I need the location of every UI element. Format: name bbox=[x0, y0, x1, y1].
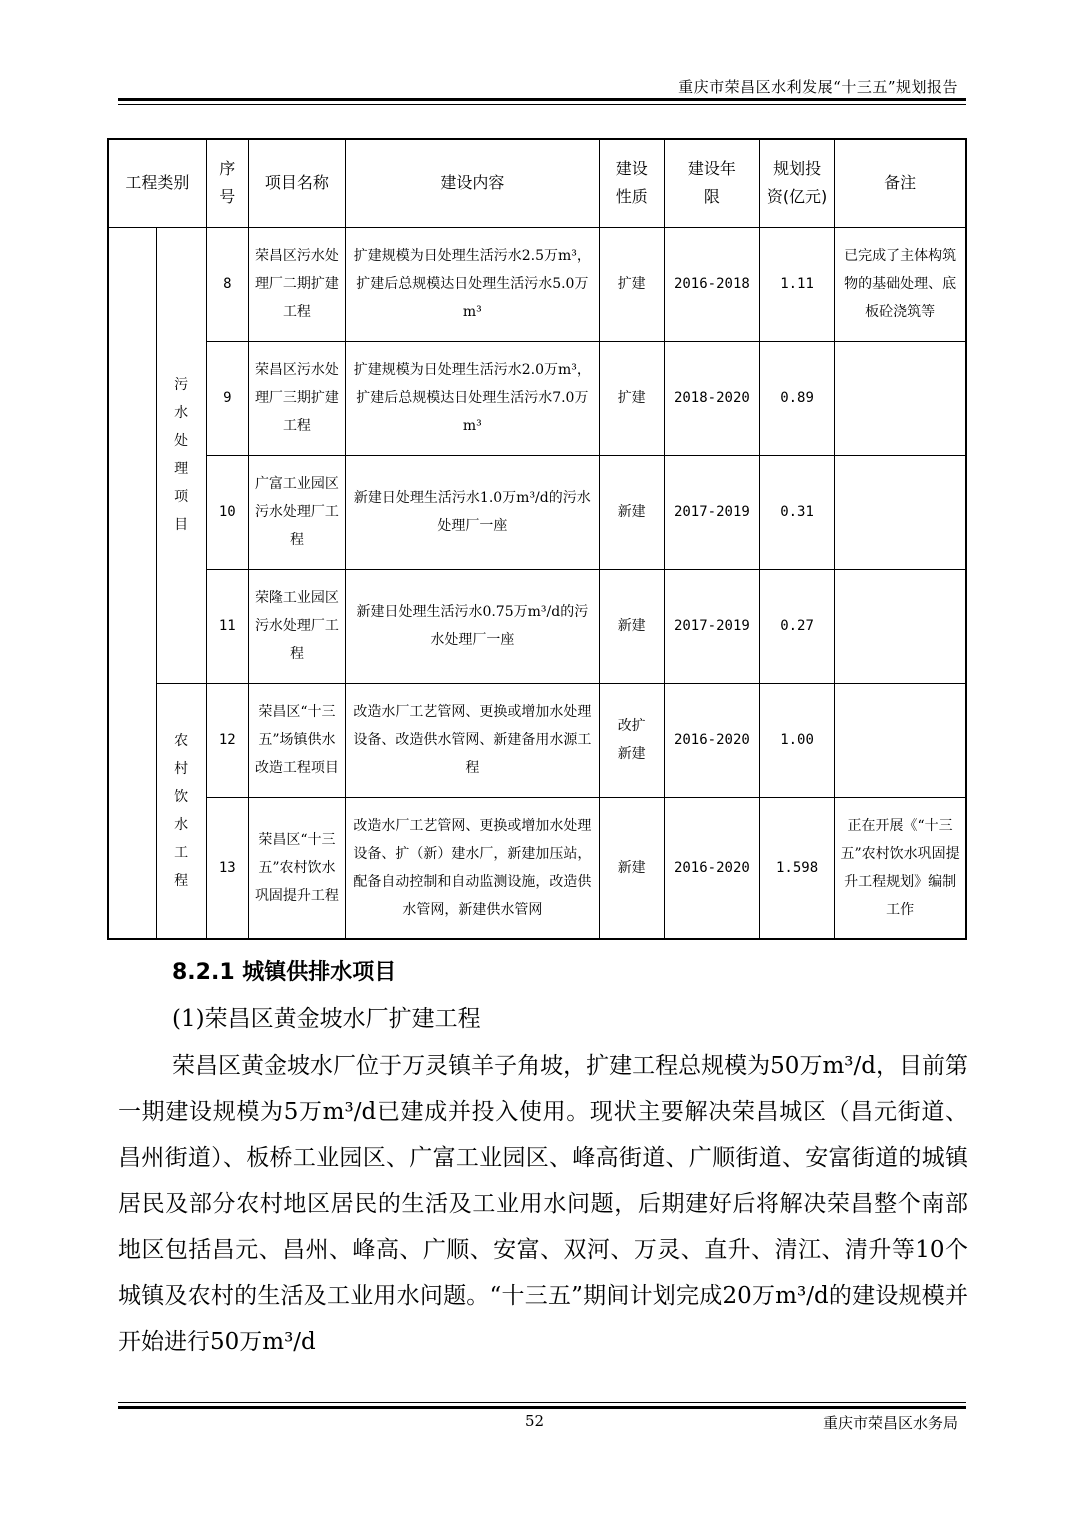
header-investment: 规划投资(亿元) bbox=[759, 139, 834, 227]
header-title: 重庆市荣昌区水利发展“十三五”规划报告 bbox=[678, 78, 958, 96]
row-remark bbox=[835, 683, 966, 797]
row-seq: 10 bbox=[206, 455, 248, 569]
row-remark: 已完成了主体构筑物的基础处理、底板砼浇筑等 bbox=[835, 227, 966, 341]
row-period: 2018-2020 bbox=[664, 341, 759, 455]
row-remark bbox=[835, 569, 966, 683]
row-name: 荣隆工业园区污水处理厂工程 bbox=[248, 569, 345, 683]
row-name: 荣昌区污水处理厂三期扩建工程 bbox=[248, 341, 345, 455]
table-row bbox=[108, 455, 966, 569]
header-period: 建设年限 bbox=[664, 139, 759, 227]
row-seq: 8 bbox=[206, 227, 248, 341]
footer-rule-thick bbox=[118, 1406, 966, 1409]
group-sewage: 污水处理项目 bbox=[156, 227, 206, 683]
project-table bbox=[107, 138, 967, 940]
row-period: 2016-2020 bbox=[664, 797, 759, 939]
header-rule-thin bbox=[118, 104, 966, 105]
row-seq: 9 bbox=[206, 341, 248, 455]
row-investment: 1.11 bbox=[759, 227, 834, 341]
body-paragraph: 荣昌区黄金坡水厂位于万灵镇羊子角坡，扩建工程总规模为50万m³/d，目前第一期建设规模为5万m³/d已建成并投入使用。现状主要解决荣昌城区（昌元街道、昌州街道）、板桥工业园区、广富工业园区、峰高街道、广顺街道、安富街道的城镇居民及部分农村地区居民的生活及工业用水问题，后期建好后将解决荣昌整个南部地区包括昌元、昌州、峰高、广顺、安富、双河、万灵、直升、清江、清升等10个城镇及农村的生活及工业用水问题。“十三五”期间计划完成20万m³/d的建设规模并开始进行50万m³/d bbox=[118, 1053, 968, 1355]
row-investment: 0.27 bbox=[759, 569, 834, 683]
row-nature: 新建 bbox=[599, 455, 664, 569]
table-row bbox=[108, 797, 966, 939]
section-title: 8.2.1 城镇供排水项目 bbox=[172, 960, 397, 985]
header-nature: 建设性质 bbox=[599, 139, 664, 227]
row-remark bbox=[835, 341, 966, 455]
row-content: 改造水厂工艺管网、更换或增加水处理设备、改造供水管网、新建备用水源工程 bbox=[346, 683, 600, 797]
row-investment: 0.89 bbox=[759, 341, 834, 455]
row-investment: 1.00 bbox=[759, 683, 834, 797]
row-nature: 扩建 bbox=[599, 227, 664, 341]
row-seq: 13 bbox=[206, 797, 248, 939]
row-content: 新建日处理生活污水1.0万m³/d的污水处理厂一座 bbox=[346, 455, 600, 569]
header-rule-thick bbox=[118, 98, 966, 101]
outer-category-cell bbox=[108, 227, 156, 939]
row-name: 荣昌区污水处理厂二期扩建工程 bbox=[248, 227, 345, 341]
table-row bbox=[108, 227, 966, 341]
footer-org: 重庆市荣昌区水务局 bbox=[822, 1414, 958, 1432]
row-nature: 扩建 bbox=[599, 341, 664, 455]
row-nature: 新建 bbox=[599, 797, 664, 939]
row-investment: 0.31 bbox=[759, 455, 834, 569]
row-seq: 12 bbox=[206, 683, 248, 797]
header-category: 工程类别 bbox=[108, 139, 206, 227]
row-name: 荣昌区“十三五”场镇供水改造工程项目 bbox=[248, 683, 345, 797]
table-row bbox=[108, 341, 966, 455]
header-remark: 备注 bbox=[835, 139, 966, 227]
row-content: 扩建规模为日处理生活污水2.5万m³，扩建后总规模达日处理生活污水5.0万m³ bbox=[346, 227, 600, 341]
row-content: 新建日处理生活污水0.75万m³/d的污水处理厂一座 bbox=[346, 569, 600, 683]
header-seq: 序号 bbox=[206, 139, 248, 227]
row-period: 2017-2019 bbox=[664, 455, 759, 569]
row-nature: 改扩新建 bbox=[599, 683, 664, 797]
group-rural: 农村饮水工程 bbox=[156, 683, 206, 939]
header-name: 项目名称 bbox=[248, 139, 345, 227]
row-seq: 11 bbox=[206, 569, 248, 683]
table-header-row bbox=[108, 139, 966, 227]
row-name: 荣昌区“十三五”农村饮水巩固提升工程 bbox=[248, 797, 345, 939]
row-content: 改造水厂工艺管网、更换或增加水处理设备、扩（新）建水厂，新建加压站，配备自动控制和自动监测设施，改造供水管网，新建供水管网 bbox=[346, 797, 600, 939]
footer-rule-thin bbox=[118, 1402, 966, 1403]
header-content: 建设内容 bbox=[346, 139, 600, 227]
row-period: 2017-2019 bbox=[664, 569, 759, 683]
row-name: 广富工业园区污水处理厂工程 bbox=[248, 455, 345, 569]
row-period: 2016-2018 bbox=[664, 227, 759, 341]
row-period: 2016-2020 bbox=[664, 683, 759, 797]
row-content: 扩建规模为日处理生活污水2.0万m³，扩建后总规模达日处理生活污水7.0万m³ bbox=[346, 341, 600, 455]
row-investment: 1.598 bbox=[759, 797, 834, 939]
page-number: 52 bbox=[525, 1412, 545, 1430]
table-row bbox=[108, 683, 966, 797]
row-nature: 新建 bbox=[599, 569, 664, 683]
table-row bbox=[108, 569, 966, 683]
row-remark: 正在开展《“十三五”农村饮水巩固提升工程规划》编制工作 bbox=[835, 797, 966, 939]
row-remark bbox=[835, 455, 966, 569]
subsection-title: (1)荣昌区黄金坡水厂扩建工程 bbox=[172, 1006, 481, 1032]
